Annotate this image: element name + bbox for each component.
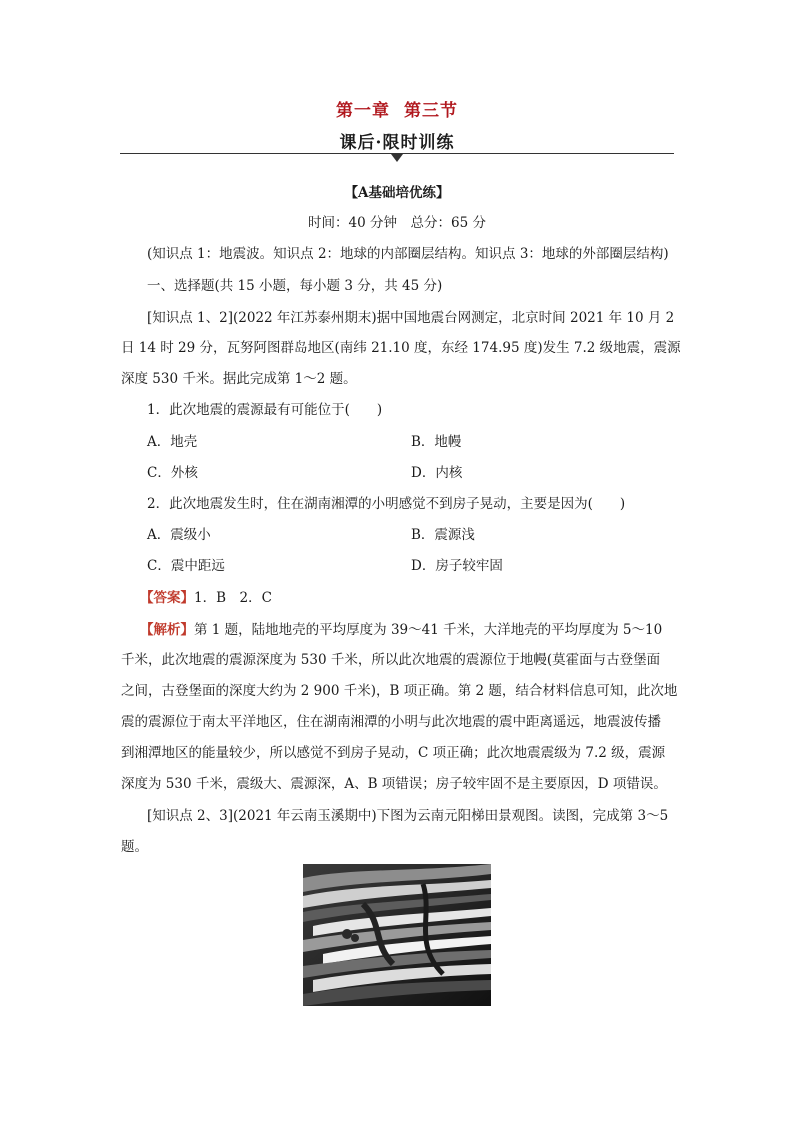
page-subtitle: 课后·限时训练: [339, 133, 455, 153]
question2-option-c: C．震中距远: [147, 558, 225, 574]
passage1-line3: 深度 530 千米。据此完成第 1～2 题。: [121, 371, 357, 387]
section-one-heading: 一、选择题(共 15 小题，每小题 3 分，共 45 分): [147, 278, 443, 294]
question1-option-d: D．内核: [411, 465, 463, 481]
analysis-line6: 深度为 530 千米，震级大、震源深，A、B 项错误；房子较牢固不是主要原因，D 项错误。: [121, 776, 667, 792]
analysis-line4: 震的震源位于南太平洋地区，住在湖南湘潭的小明与此次地震的震中距离遥远，地震波传播: [121, 714, 661, 730]
analysis-label: 【解析】: [140, 622, 194, 638]
header-rule-marker: [391, 154, 403, 162]
question1-stem: 1．此次地震的震源最有可能位于( ): [147, 402, 383, 418]
analysis-line3: 之间，古登堡面的深度大约为 2 900 千米)，B 项正确。第 2 题，结合材料信息可知，此次地: [121, 683, 678, 699]
question2-option-d: D．房子较牢固: [411, 558, 503, 574]
question1-option-a: A．地壳: [147, 434, 198, 450]
knowledge-points-note: (知识点 1：地震波。知识点 2：地球的内部圈层结构。知识点 3：地球的外部圈层结构): [147, 246, 669, 262]
question2-stem: 2．此次地震发生时，住在湖南湘潭的小明感觉不到房子晃动，主要是因为( ): [147, 496, 626, 512]
question2-option-a: A．震级小: [147, 527, 211, 543]
answer-text: 1．B 2．C: [194, 590, 272, 606]
rice-terrace-photo: [303, 864, 491, 1006]
chapter-title: 第一章: [336, 101, 390, 121]
passage1-line2: 日 14 时 29 分，瓦努阿图群岛地区(南纬 21.10 度，东经 174.95 度)发生 7.2 级地震，震源: [121, 340, 681, 356]
analysis-text-1: 第 1 题，陆地地壳的平均厚度为 39～41 千米，大洋地壳的平均厚度为 5～10: [194, 622, 663, 638]
group-a-title: 【A基础培优练】: [344, 185, 450, 201]
analysis-line1: [140, 620, 696, 640]
passage2-line1: [知识点 2、3](2021 年云南玉溪期中)下图为云南元阳梯田景观图。读图，完成第 3～5: [147, 808, 669, 824]
section-title: 第三节: [404, 101, 458, 121]
time-score-line: 时间：40 分钟 总分：65 分: [308, 215, 486, 231]
passage2-line2: 题。: [121, 839, 148, 855]
analysis-line2: 千米，此次地震的震源深度为 530 千米，所以此次地震的震源位于地幔(莫霍面与古登堡面: [121, 652, 661, 668]
passage1-line1: [知识点 1、2](2022 年江苏泰州期末)据中国地震台网测定，北京时间 2021 年 10 月 2: [147, 310, 675, 326]
question1-option-b: B．地幔: [411, 434, 462, 450]
question2-option-b: B．震源浅: [411, 527, 475, 543]
question1-option-c: C．外核: [147, 465, 198, 481]
analysis-line5: 到湘潭地区的能量较少，所以感觉不到房子晃动，C 项正确；此次地震震级为 7.2 级，震源: [121, 745, 666, 761]
answer-line: [140, 588, 696, 608]
chapter-heading: [0, 96, 794, 121]
answer-label: 【答案】: [140, 590, 194, 606]
